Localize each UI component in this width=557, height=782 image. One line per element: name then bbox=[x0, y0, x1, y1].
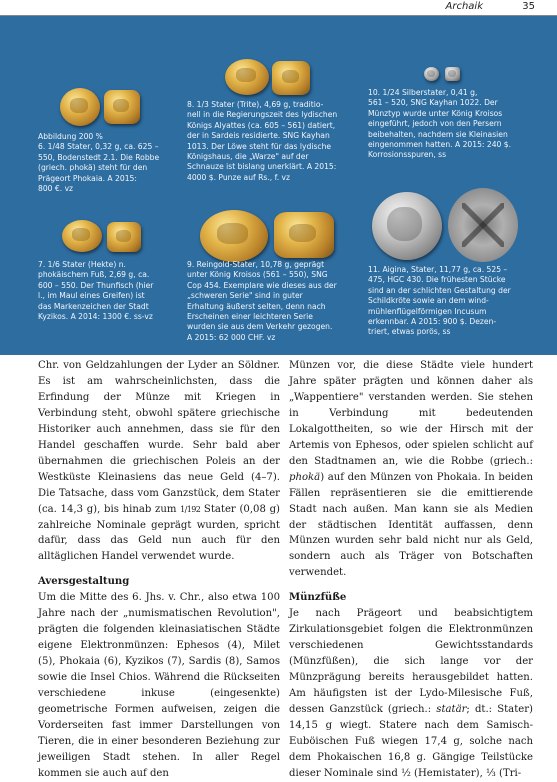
heading-aversgestaltung: Aversgestaltung bbox=[38, 576, 130, 588]
caption-7: 7. 1/6 Stater (Hekte) n. phokäischem Fuß, 2,69 g, ca. 600 – 550. Der Thunfisch (hier l., im Maul eines Greifen) ist das Markenzeichen der Stadt Kyzikos. A 2014: 1300 €. ss-vz bbox=[38, 260, 154, 322]
text-column-left bbox=[38, 358, 280, 782]
coin-6-obverse bbox=[60, 88, 100, 126]
caption-6: Abbildung 200 % 6. 1/48 Stater, 0,32 g, ca. 625 – 550, Bodenstedt 2.1. Die Robbe (griech. phokä) steht für den Prägeort Phokaia. A 2015: 800 €. vz bbox=[38, 132, 160, 194]
caption-10: 10. 1/24 Silberstater, 0,41 g, 561 – 520, SNG Kayhan 1022. Der Münztyp wurde unter König Kroisos eingeführt, jedoch von den Persern beibehalten, nachdem sie Kleinasien eingenommen hatten. A 2015: 240 $. Korrosionsspuren, ss bbox=[368, 88, 512, 160]
caption-8: 8. 1/3 Stater (Trite), 4,69 g, traditio- nell in die Regierungszeit des lydischen Königs Alyattes (ca. 605 – 561) datiert, der in Sardeis residierte. SNG Kayhan 1013. Der Löwe steht für das lydische Königshaus, die „Warze" auf der Schnauze ist bislang unerklärt. A 2015: 4000 $. Punze auf Rs., f. vz bbox=[187, 100, 338, 182]
coin-10-obverse bbox=[424, 67, 439, 81]
running-head-section: Archaik bbox=[445, 1, 483, 12]
heading-muenzfuesse: Münzfüße bbox=[289, 592, 347, 604]
coin-9-obverse bbox=[200, 210, 268, 262]
fraction-1-192: 1/192 bbox=[180, 504, 201, 514]
paragraph-aversgestaltung: Um die Mitte des 6. Jhs. v. Chr., also etwa 100 Jahre nach der „numismatischen Revolution", prägten die folgenden kleinasiatischen Städte eigene Elektronmünzen: Ephesos (4), Milet (5), Phokaia (6), Kyzikos (7), Sardis (8), Samos sowie die Insel Chios. Während die Rückseiten verschiedene inkuse (eingesenkte) geometrische Formen aufweisen, zeigen die Vorderseiten fast immer Darstellungen von Tieren, die in einer besonderen Beziehung zur jeweiligen Stadt stehen. In aller Regel kommen sie auch auf den bbox=[38, 592, 280, 779]
coin-plate bbox=[0, 16, 557, 355]
caption-9: 9. Reingold-Stater, 10,78 g, geprägt unter König Kroisos (561 – 550), SNG Cop 454. Exemplare wie dieses aus der „schweren Serie" sind in guter Erhaltung äußerst selten, denn nach Erscheinen einer leichteren Serie wurden sie aus dem Verkehr gezogen. A 2015: 62 000 CHF. vz bbox=[187, 260, 337, 342]
coin-8-reverse bbox=[272, 61, 310, 95]
page-header bbox=[0, 0, 557, 15]
coin-11-obverse bbox=[372, 192, 442, 260]
paragraph-origins: Chr. von Geldzahlungen der Lyder an Söldner. Es ist am wahrscheinlichsten, dass die Erfindung der Münze mit Kriegen in Verbindung steht, obwohl spätere griechische Historiker auch annehmen, dass sie für den Handel geschaffen wurde. Sehr bald aber übernahmen die griechischen Poleis an der Westküste Kleinasiens das neue Geld (4–7). Die Tatsache, dass vom Ganzstück, dem Stater (ca. 14,3 g), bis hinab zum 1/192 Stater (0,08 g) zahlreiche Nominale geprägt wurden, spricht dafür, dass das Geld nun auch für den alltäglichen Handel verwendet wurde. bbox=[38, 360, 280, 563]
page-number: 35 bbox=[522, 1, 535, 12]
coin-9-reverse bbox=[274, 212, 334, 258]
caption-11: 11. Aigina, Stater, 11,77 g, ca. 525 – 475, HGC 430. Die frühesten Stücke sind an der schlichten Gestaltung der Schildkröte sowie an dem wind- mühlenflügelförmigen Incusum erkennbar. A 2015: 900 $. Dezen- triert, etwas porös, ss bbox=[368, 265, 511, 337]
text-column-right bbox=[289, 358, 533, 782]
coin-7-obverse bbox=[62, 220, 102, 252]
coin-6-reverse bbox=[104, 90, 140, 124]
coin-10-reverse bbox=[445, 67, 460, 81]
coin-8-obverse bbox=[225, 59, 269, 95]
paragraph-muenzfuesse: Je nach Prägeort und beabsichtigtem Zirkulationsgebiet folgen die Elektronmünzen verschiedenen Gewichtsstandards (Münzfüßen), die sich lange vor der Münzprägung bereits herausgebildet hatten. Am häufigsten ist der Lydo-Milesische Fuß, dessen Ganzstück (griech.: statär; dt.: Stater) 14,15 g wiegt. Statere nach dem Samisch-Euböischen Fuß wiegen 17,4 g, solche nach dem Phokaischen 16,8 g. Gängige Teilstücke dieser Nominale sind ½ (Hemistater), ⅓ (Tri- bbox=[289, 608, 533, 779]
coin-7-reverse bbox=[107, 222, 141, 252]
paragraph-wappentiere: Münzen vor, die diese Städte viele hundert Jahre später prägten und können daher als „Wappentiere" verstanden werden. Sie stehen in Verbindung mit bedeutenden Lokalgottheiten, so wie der Hirsch mit der Artemis von Ephesos, oder spielen schlicht auf den Stadtnamen an, wie die Robbe (griech.: phokä) auf den Münzen von Phokaia. In beiden Fällen repräsentieren sie die emittierende Stadt nach außen. Man kann sie als Medien der städtischen Identität auffassen, denn Münzen wurden sehr bald nicht nur als Geld, sondern auch als Träger von Botschaften verwendet. bbox=[289, 360, 533, 579]
coin-11-reverse bbox=[448, 188, 518, 262]
